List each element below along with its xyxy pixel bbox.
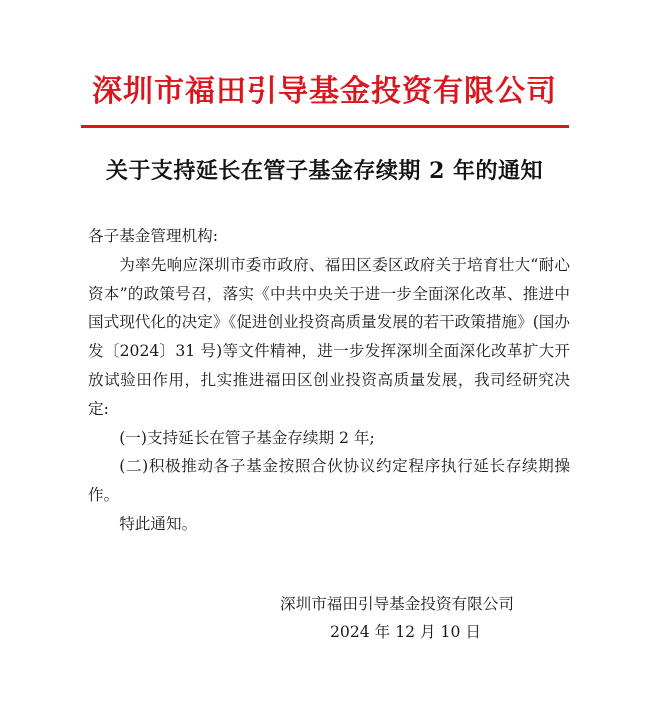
salutation: 各子基金管理机构:: [88, 227, 219, 245]
signature-block: [280, 590, 570, 646]
paragraph-item-2: (二)积极推动各子基金按照合伙协议约定程序执行延长存续期操作。: [88, 457, 570, 505]
notice-body: [88, 222, 570, 539]
organization-header: 深圳市福田引导基金投资有限公司: [92, 74, 557, 109]
paragraph-item-1: (一)支持延长在管子基金存续期 2 年;: [119, 428, 375, 447]
signature-organization: 深圳市福田引导基金投资有限公司: [280, 595, 514, 613]
red-divider-line: [81, 125, 569, 128]
signature-date: 2024 年 12 月 10 日: [330, 623, 481, 641]
closing-line: 特此通知。: [119, 514, 198, 533]
notice-title: 关于支持延长在管子基金存续期 2 年的通知: [105, 158, 544, 184]
paragraph-main: 为率先响应深圳市委市政府、福田区委区政府关于培育壮大“耐心资本”的政策号召，落实《中共中央关于进一步全面深化改革、推进中国式现代化的决定》《促进创业投资高质量发展的若干政策措施》(国办发〔2024〕31 号)等文件精神，进一步发挥深圳全面深化改革扩大开放试验田作用，扎实推进福田区创业投资高质量发展，我司经研究决定:: [88, 255, 570, 418]
